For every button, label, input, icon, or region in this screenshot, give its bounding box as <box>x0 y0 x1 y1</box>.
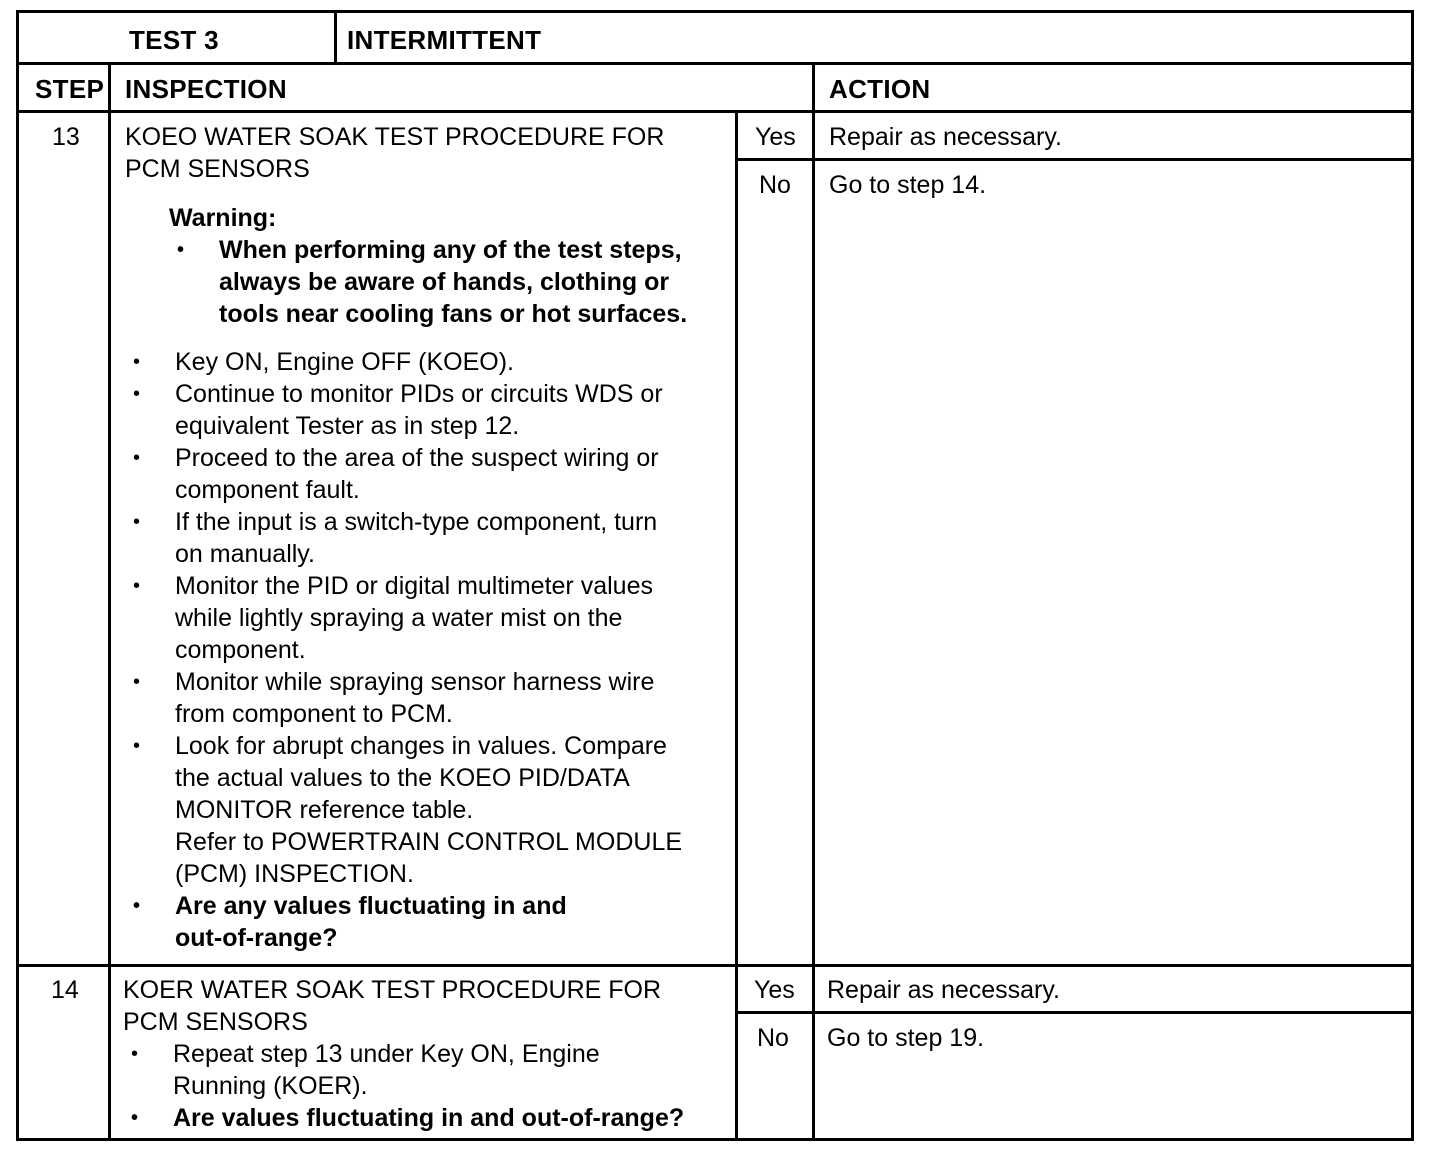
list-item <box>169 234 687 330</box>
no-action: Go to step 14. <box>829 171 987 199</box>
step-title-line: PCM SENSORS <box>123 1008 308 1036</box>
step-title <box>125 121 664 185</box>
list-item-line: from component to PCM. <box>175 700 453 728</box>
list-item <box>125 346 682 378</box>
list-item-line: equivalent Tester as in step 12. <box>175 412 520 440</box>
list-item <box>123 1038 684 1102</box>
list-item <box>125 506 682 570</box>
list-item-line: MONITOR reference table. <box>175 796 474 824</box>
list-item-line: • Proceed to the area of the suspect wiring or <box>175 444 659 472</box>
test-label: TEST 3 <box>129 25 219 55</box>
no-action: Go to step 19. <box>827 1024 985 1052</box>
warning-line: always be aware of hands, clothing or <box>219 268 670 296</box>
divider <box>108 62 111 1138</box>
inspection-table <box>16 10 1414 1141</box>
list-item-line: • Key ON, Engine OFF (KOEO). <box>175 348 514 376</box>
list-item-line: • Continue to monitor PIDs or circuits WDS or <box>175 380 663 408</box>
no-label: No <box>759 171 791 199</box>
list-item-line: • Monitor while spraying sensor harness wire <box>175 668 655 696</box>
yes-action: Repair as necessary. <box>827 976 1060 1004</box>
warning-label: Warning: <box>169 204 277 232</box>
divider <box>19 62 1411 65</box>
list-item <box>125 442 682 506</box>
step-title-line: PCM SENSORS <box>125 155 310 183</box>
yes-label: Yes <box>755 123 796 151</box>
list-item-line: • Monitor the PID or digital multimeter values <box>175 572 653 600</box>
procedure-list <box>125 346 682 954</box>
column-header-inspection: INSPECTION <box>125 74 287 104</box>
list-item-line: • Are values fluctuating in and out-of-range? <box>173 1104 685 1132</box>
list-item-line: component. <box>175 636 306 664</box>
list-item-line: component fault. <box>175 476 360 504</box>
divider <box>812 62 815 1138</box>
list-item-line: Running (KOER). <box>173 1072 368 1100</box>
list-item-line: • Look for abrupt changes in values. Compare <box>175 732 667 760</box>
list-item-line: (PCM) INSPECTION. <box>175 860 414 888</box>
test-title: INTERMITTENT <box>347 25 542 55</box>
list-item <box>125 890 682 954</box>
list-item <box>125 666 682 730</box>
list-item-line: • Repeat step 13 under Key ON, Engine <box>173 1040 600 1068</box>
no-label: No <box>757 1024 789 1052</box>
divider <box>735 110 738 1138</box>
yes-label: Yes <box>754 976 795 1004</box>
divider <box>19 964 1411 967</box>
list-item-line: the actual values to the KOEO PID/DATA <box>175 764 630 792</box>
divider <box>735 1011 1411 1014</box>
list-item-line: while lightly spraying a water mist on the <box>175 604 623 632</box>
list-item <box>125 378 682 442</box>
step-number: 14 <box>51 976 79 1004</box>
list-item <box>123 1102 684 1134</box>
step-title <box>123 974 661 1038</box>
step-number: 13 <box>52 123 80 151</box>
step-title-line: KOEO WATER SOAK TEST PROCEDURE FOR <box>125 123 665 151</box>
list-item <box>125 570 682 666</box>
warning-line: • When performing any of the test steps, <box>219 236 682 264</box>
list-item-line: • If the input is a switch-type component, turn <box>175 508 658 536</box>
list-item <box>125 730 682 890</box>
warning-line: tools near cooling fans or hot surfaces. <box>219 300 688 328</box>
procedure-list <box>123 1038 684 1134</box>
divider <box>19 110 1411 113</box>
list-item-line: out-of-range? <box>175 924 338 952</box>
warning-list <box>169 234 687 330</box>
list-item-line: • Are any values fluctuating in and <box>175 892 567 920</box>
list-item-line: on manually. <box>175 540 315 568</box>
step-title-line: KOER WATER SOAK TEST PROCEDURE FOR <box>123 976 662 1004</box>
yes-action: Repair as necessary. <box>829 123 1062 151</box>
column-header-step: STEP <box>35 74 105 104</box>
divider <box>334 13 337 62</box>
column-header-action: ACTION <box>829 74 931 104</box>
divider <box>735 158 1411 161</box>
list-item-line: Refer to POWERTRAIN CONTROL MODULE <box>175 828 683 856</box>
